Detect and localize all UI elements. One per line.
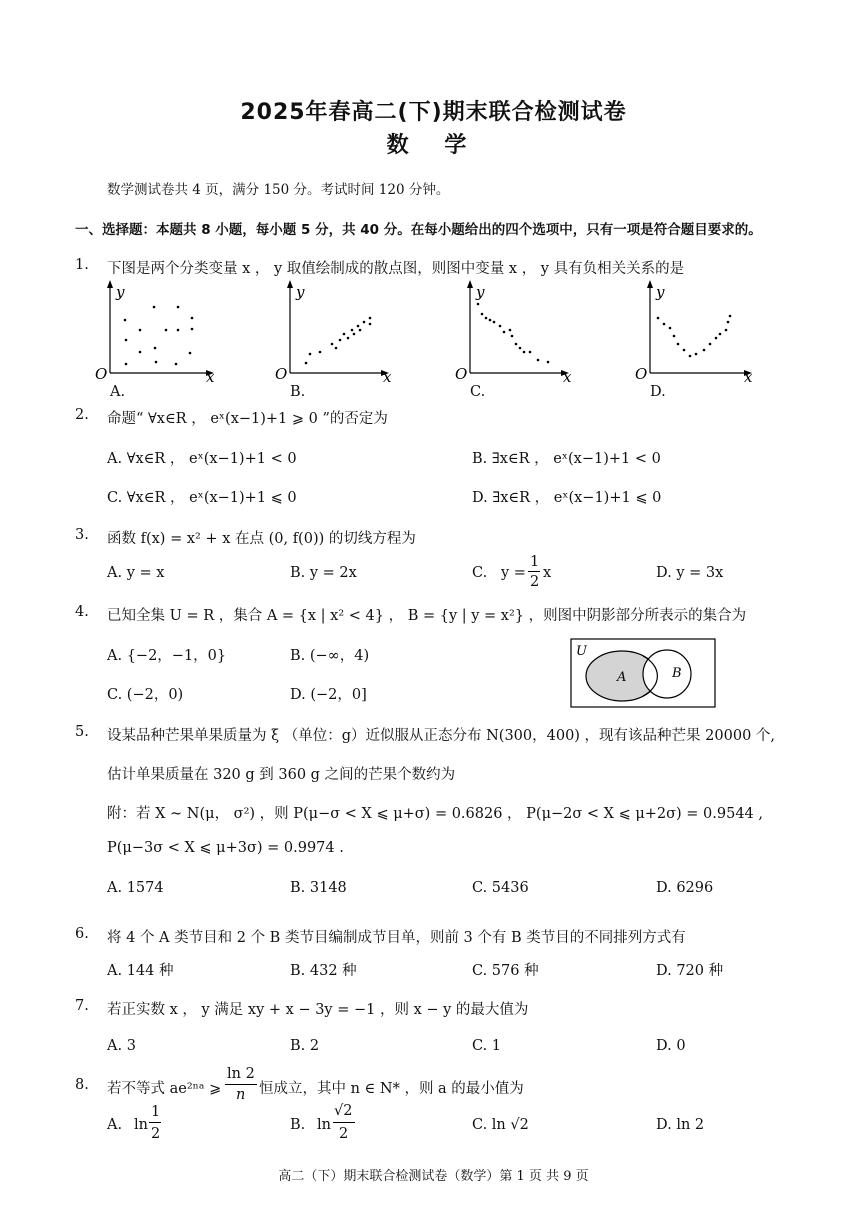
question-number: 6. (75, 926, 89, 942)
option-a: A. ∀x∈R ， eˣ(x−1)+1 < 0 (107, 451, 297, 467)
option-a-numerator: 1 (151, 1104, 161, 1120)
option-b: B. 3148 (290, 880, 347, 896)
option-c: C. (−2，0) (107, 687, 184, 703)
option-a: A. 1574 (107, 880, 164, 896)
question-stem: 命题“ ∀x∈R ， eˣ(x−1)+1 ⩾ 0 ”的否定为 (107, 411, 388, 427)
option-a: A. {−2，−1，0} (107, 648, 227, 664)
option-c: C. ∀x∈R ， eˣ(x−1)+1 ⩽ 0 (107, 490, 297, 506)
venn-label-b: B (672, 666, 682, 681)
svg-text:O: O (275, 365, 288, 383)
option-b: B. (−∞，4) (290, 648, 370, 664)
svg-text:y: y (476, 283, 485, 301)
points-a (124, 306, 194, 366)
subject-title: 数 学 (386, 133, 481, 158)
svg-text:x: x (563, 368, 572, 386)
intro-text: 数学测试卷共 4 页，满分 150 分。考试时间 120 分钟。 (107, 182, 450, 198)
scatter-plots-figure (90, 278, 780, 398)
section-heading: 一、选择题：本题共 8 小题，每小题 5 分，共 40 分。在每小题给出的四个选项中，只有一项是符合题目要求的。 (75, 222, 762, 238)
option-d: D. ∃x∈R ， eˣ(x−1)+1 ⩽ 0 (472, 490, 662, 506)
option-d: D. (−2，0] (290, 687, 367, 703)
svg-text:x: x (383, 368, 392, 386)
option-b-numerator: √2 (334, 1103, 353, 1119)
scatter-plot-d (635, 280, 753, 386)
question-stem-line3: 附：若 X ~ N(μ， σ²) ，则 P(μ−σ < X ⩽ μ+σ) = 0.6826 ， P(μ−2σ < X ⩽ μ+2σ) = 0.9544 , (107, 806, 763, 822)
option-a-ln: ln (134, 1117, 148, 1133)
fraction-bar (528, 571, 540, 572)
points-d (657, 315, 732, 358)
points-c (477, 303, 550, 364)
option-b: B. y = 2x (290, 565, 357, 581)
option-c-denominator: 2 (530, 574, 540, 590)
question-number: 5. (75, 724, 89, 740)
option-c: C. ln √2 (472, 1117, 529, 1133)
option-a: A. 3 (107, 1038, 136, 1054)
question-stem: 下图是两个分类变量 x ， y 取值绘制成的散点图，则图中变量 x ， y 具有负相关关系的是 (107, 261, 685, 277)
plot-label-c: C. (470, 384, 486, 400)
plot-label-b: B. (290, 384, 306, 400)
option-d: D. 720 种 (656, 963, 724, 979)
question-stem-line2: 估计单果质量在 320 g 到 360 g 之间的芒果个数约为 (107, 767, 456, 783)
option-c: C. 1 (472, 1038, 502, 1054)
question-number: 2. (75, 407, 89, 423)
option-d: D. y = 3x (656, 565, 724, 581)
question-stem: 函数 f(x) = x² + x 在点 (0, f(0)) 的切线方程为 (107, 531, 416, 547)
option-c-rhs: x (543, 565, 552, 581)
plot-label-a: A. (110, 384, 126, 400)
option-b: B. 432 种 (290, 963, 357, 979)
option-a-label: A. (107, 1117, 123, 1133)
plot-label-d: D. (650, 384, 666, 400)
axis-x-label: x (206, 368, 215, 386)
venn-label-u: U (576, 644, 587, 659)
venn-label-a: A (617, 670, 627, 685)
option-c-label: C. (472, 565, 488, 581)
option-c: C. 576 种 (472, 963, 539, 979)
question-number: 7. (75, 998, 89, 1014)
option-b-label: B. (290, 1117, 306, 1133)
svg-text:O: O (635, 365, 648, 383)
question-stem: 若正实数 x ， y 满足 xy + x − 3y = −1 ，则 x − y 的最大值为 (107, 1002, 529, 1018)
option-b: B. 2 (290, 1038, 320, 1054)
option-a-denominator: 2 (151, 1126, 161, 1142)
option-c-numerator: 1 (530, 554, 540, 570)
option-d: D. 6296 (656, 880, 714, 896)
svg-text:x: x (744, 368, 753, 386)
axis-y-label: y (116, 283, 125, 301)
question-stem: 将 4 个 A 类节目和 2 个 B 类节目编制成节目单，则前 3 个有 B 类节目的不同排列方式有 (107, 930, 686, 946)
option-b: B. ∃x∈R ， eˣ(x−1)+1 < 0 (472, 451, 661, 467)
option-d: D. ln 2 (656, 1117, 705, 1133)
question-stem-line1: 设某品种芒果单果质量为 ξ （单位：g）近似服从正态分布 N(300，400) ，现有该品种芒果 20000 个, (107, 728, 776, 744)
stem-fraction-numerator: ln 2 (227, 1066, 255, 1082)
option-a: A. y = x (107, 565, 165, 581)
fraction-bar (149, 1122, 161, 1123)
exam-title: 2025年春高二(下)期末联合检测试卷 (240, 100, 627, 125)
scatter-plot-c (455, 280, 572, 386)
origin-label: O (95, 365, 108, 383)
question-stem-line4: P(μ−3σ < X ⩽ μ+3σ) = 0.9974 . (107, 840, 344, 856)
option-c-lhs: y = (501, 565, 526, 581)
option-b-ln: ln (317, 1117, 331, 1133)
question-number: 3. (75, 527, 89, 543)
fraction-bar (333, 1122, 355, 1123)
question-stem-post: 恒成立，其中 n ∈ N* ，则 a 的最小值为 (259, 1081, 524, 1097)
option-c: C. 5436 (472, 880, 529, 896)
svg-text:O: O (455, 365, 468, 383)
question-stem-pre: 若不等式 ae²ⁿᵃ ⩾ (107, 1081, 222, 1097)
fraction-bar (225, 1084, 257, 1085)
question-number: 4. (75, 604, 89, 620)
question-stem: 已知全集 U = R ，集合 A = {x | x² < 4} ， B = {y | y = x²} ，则图中阴影部分所表示的集合为 (107, 608, 747, 624)
question-number: 1. (75, 257, 89, 273)
points-b (305, 317, 372, 365)
option-d: D. 0 (656, 1038, 686, 1054)
venn-diagram (570, 638, 718, 710)
svg-text:y: y (656, 283, 665, 301)
question-number: 8. (75, 1077, 89, 1093)
scatter-plot-b (275, 280, 392, 386)
stem-fraction-denominator: n (236, 1087, 246, 1103)
option-b-denominator: 2 (339, 1126, 349, 1142)
scatter-plot-a (95, 280, 215, 386)
svg-text:y: y (296, 283, 305, 301)
page-footer: 高二（下）期末联合检测试卷（数学）第 1 页 共 9 页 (278, 1169, 589, 1184)
option-a: A. 144 种 (107, 963, 174, 979)
